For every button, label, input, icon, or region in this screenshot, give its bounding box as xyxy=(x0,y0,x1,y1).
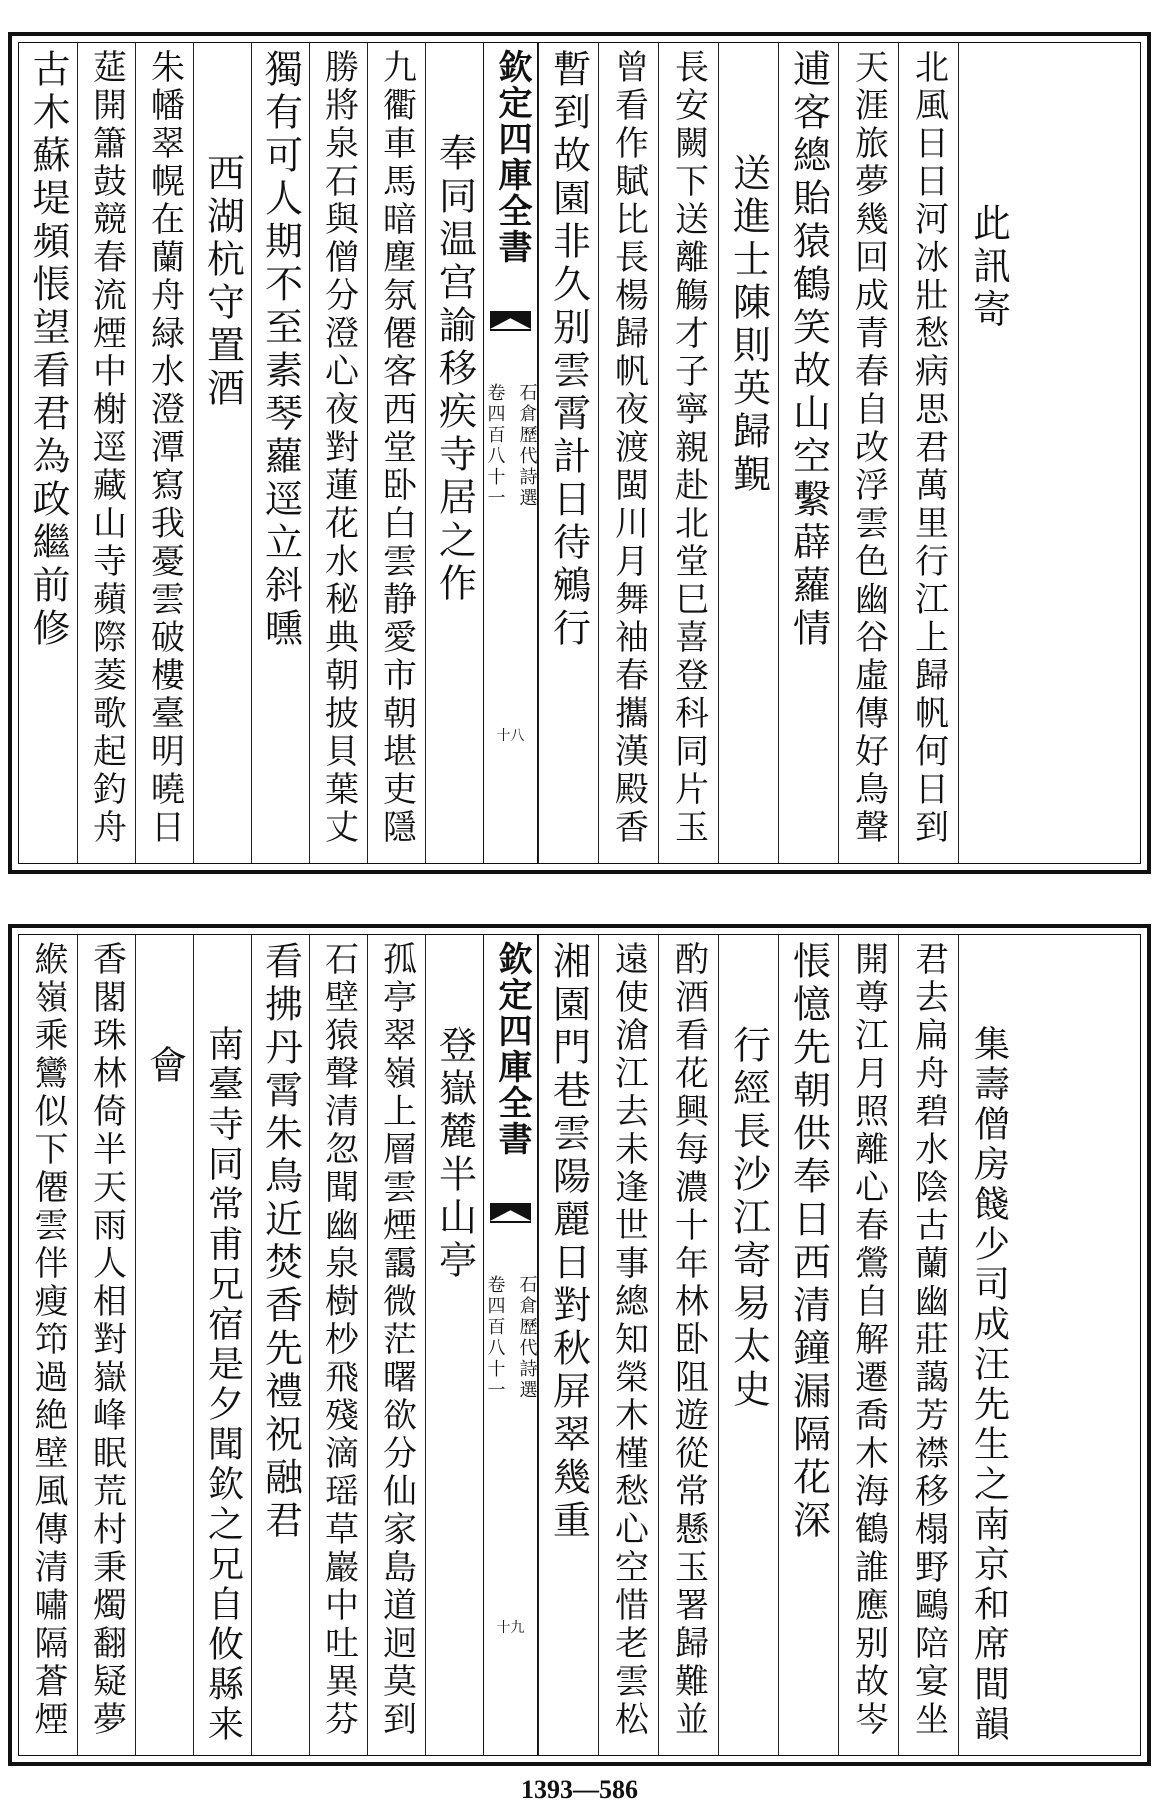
text-column xyxy=(309,43,367,863)
folio-number: 十九 xyxy=(496,1620,525,1636)
text-column xyxy=(778,935,838,1755)
text-column xyxy=(19,935,77,1755)
text-column xyxy=(77,43,135,863)
text-column xyxy=(538,935,598,1755)
text-column xyxy=(251,935,309,1755)
poem-title: 登嶽麓半山亭 xyxy=(432,1025,477,1283)
text-column xyxy=(538,43,598,863)
poem-title: 西湖杭守置酒 xyxy=(200,153,245,411)
verse-line: 逋客總貽猿鶴笑故山空繫薜蘿情 xyxy=(786,49,831,651)
text-column xyxy=(425,43,483,863)
verse-line: 此訊寄 xyxy=(966,203,1011,332)
text-column xyxy=(598,935,658,1755)
poem-title: 集壽僧房餞少司成汪先生之南京和席間韻 xyxy=(968,1025,1010,1745)
verse-line: 悵憶先朝供奉日西清鐘漏隔花深 xyxy=(786,941,831,1543)
verse-line: 天涯旅夢幾回成青春自改浮雲色幽谷虛傳好鳥聲 xyxy=(848,49,889,847)
verse-line: 遠使滄江去未逢世事總知榮木槿愁心空惜老雲松 xyxy=(608,941,649,1739)
text-column xyxy=(135,43,193,863)
source-collection: 石倉歷代詩選 xyxy=(516,383,538,509)
text-column xyxy=(778,43,838,863)
fishtail-line xyxy=(490,1221,531,1223)
book-title: 欽定四庫全書 xyxy=(492,941,532,1157)
center-fold xyxy=(483,43,538,863)
page-number: 1393—586 xyxy=(521,1775,638,1804)
text-column xyxy=(367,935,425,1755)
text-column xyxy=(958,43,1018,863)
source-volume: 卷四百八十一 xyxy=(484,1275,506,1401)
poem-title: 奉同温宫諭移疾寺居之作 xyxy=(432,133,477,606)
source-collection: 石倉歷代詩選 xyxy=(516,1275,538,1401)
source-label xyxy=(484,1275,537,1401)
verse-line: 朱幡翠幌在蘭舟緑水澄潭寫我憂雲破樓臺明曉日 xyxy=(144,49,185,847)
text-column xyxy=(193,43,251,863)
text-column xyxy=(898,935,958,1755)
page-panel-bottom xyxy=(8,924,1151,1766)
verse-line: 孤亭翠嶺上層雲煙靄微茫曙欲分仙家島道迥莫到 xyxy=(376,941,417,1739)
text-column xyxy=(251,43,309,863)
verse-line: 北風日日河冰壯愁病思君萬里行江上歸帆何日到 xyxy=(908,49,949,847)
verse-line: 暫到故園非久别雲霄計日待鵷行 xyxy=(546,49,591,651)
verse-line: 獨有可人期不至素琴蘿逕立斜曛 xyxy=(258,49,303,651)
verse-line: 湘園門巷雲陽麗日對秋屏翠幾重 xyxy=(546,941,591,1543)
text-column xyxy=(838,43,898,863)
source-volume: 卷四百八十一 xyxy=(484,383,506,509)
verse-line: 酌酒看花興每濃十年林卧阻遊從常懸玉署歸難並 xyxy=(668,941,709,1739)
text-column xyxy=(658,935,718,1755)
text-column xyxy=(77,935,135,1755)
text-column xyxy=(658,43,718,863)
text-column xyxy=(19,43,77,863)
text-column xyxy=(193,935,251,1755)
verse-line: 會 xyxy=(142,1045,187,1088)
center-fold xyxy=(483,935,538,1755)
verse-line: 看拂丹霄朱鳥近焚香先禮祝融君 xyxy=(258,941,303,1543)
folio-number: 十八 xyxy=(496,728,525,744)
poem-title: 行經長沙江寄易太史 xyxy=(726,1025,771,1412)
text-column xyxy=(958,935,1018,1755)
text-column xyxy=(898,43,958,863)
fishtail-line xyxy=(490,329,531,331)
text-column xyxy=(718,43,778,863)
verse-line: 九衢車馬暗塵氛僊客西堂卧白雲静愛市朝堪吏隱 xyxy=(376,49,417,847)
fishtail-mark xyxy=(490,1203,531,1221)
verse-line: 曾看作賦比長楊歸帆夜渡閩川月舞袖春攜漢殿香 xyxy=(608,49,649,847)
page-frame xyxy=(18,42,1141,864)
verse-line: 莚開簫鼓競春流煙中榭逕藏山寺蘋際菱歌起釣舟 xyxy=(86,49,127,847)
source-label xyxy=(484,383,537,509)
text-column xyxy=(135,935,193,1755)
text-column xyxy=(425,935,483,1755)
verse-line: 勝將泉石與僧分澄心夜對蓮花水秘典朝披貝葉丈 xyxy=(318,49,359,847)
text-column xyxy=(309,935,367,1755)
text-column xyxy=(598,43,658,863)
verse-line: 香閣珠林倚半天雨人相對嶽峰眠荒村秉燭翻疑夢 xyxy=(86,941,127,1739)
book-title: 欽定四庫全書 xyxy=(492,49,532,265)
verse-line: 古木蘇堤頻悵望看君為政繼前修 xyxy=(26,49,70,651)
text-column xyxy=(718,935,778,1755)
verse-line: 君去扁舟碧水陰古蘭幽莊藹芳襟移榻野鷗陪宴坐 xyxy=(908,941,949,1739)
verse-line: 長安闕下送離觴才子寧親赴北堂巳喜登科同片玉 xyxy=(668,49,709,847)
fishtail-mark xyxy=(490,311,531,329)
text-column xyxy=(367,43,425,863)
verse-line: 開尊江月照離心春鶯自解遷喬木海鶴誰應别故岑 xyxy=(848,941,889,1739)
page-panel-top xyxy=(8,32,1151,874)
poem-title: 南臺寺同常甫兄宿是夕聞欽之兄自攸縣来 xyxy=(202,1025,244,1745)
text-column xyxy=(838,935,898,1755)
poem-title: 送進士陳則英歸覲 xyxy=(726,153,771,497)
page-frame xyxy=(18,934,1141,1756)
verse-line: 石壁猿聲清忽聞幽泉樹杪飛殘滴瑶草巖中吐異芬 xyxy=(318,941,359,1739)
verse-line: 緱嶺乘鸞似下僊雲伴瘦笻過絶壁風傳清嘯隔蒼煙 xyxy=(28,941,68,1739)
